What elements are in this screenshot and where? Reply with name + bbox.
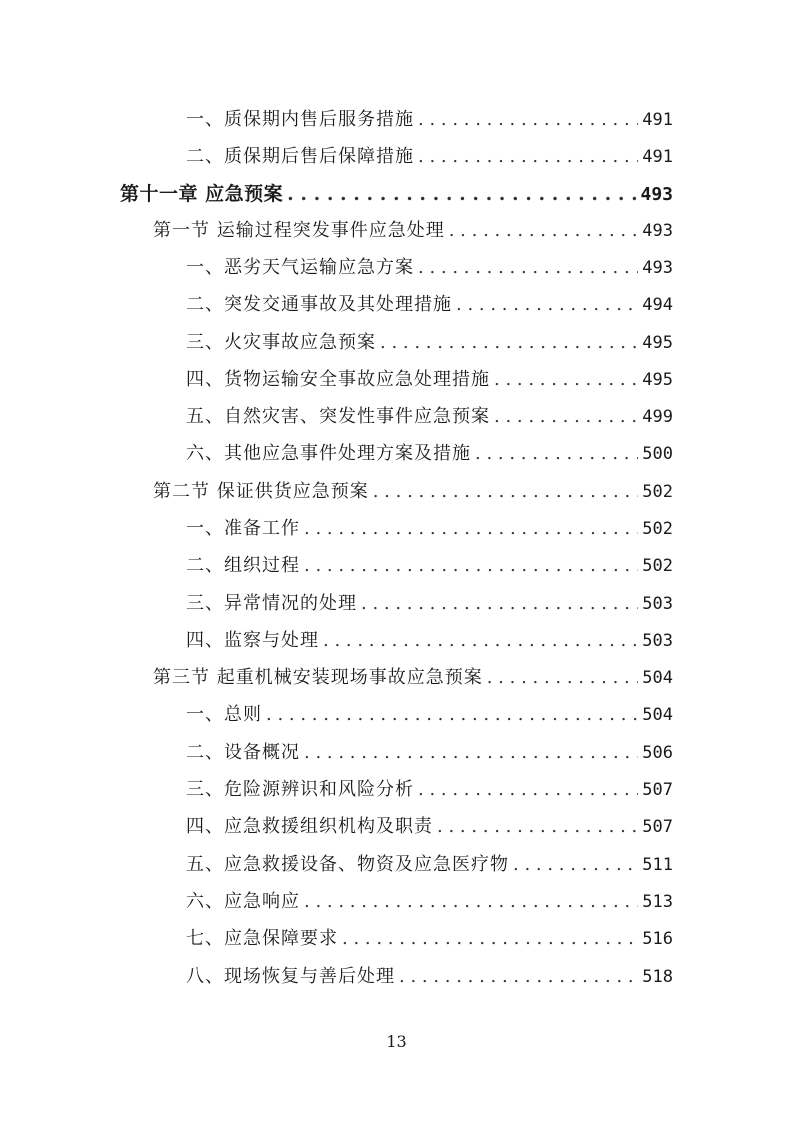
toc-entry[interactable] <box>186 108 673 132</box>
toc-entry-title: 四、监察与处理 <box>186 630 319 651</box>
dot-leader <box>513 853 638 877</box>
toc-entry-title: 一、总则 <box>186 704 262 725</box>
dot-leader <box>418 778 638 802</box>
toc-entry-page: 503 <box>642 594 673 614</box>
toc-entry-page: 499 <box>642 407 673 427</box>
toc-entry[interactable] <box>186 890 673 914</box>
toc-entry-title: 七、应急保障要求 <box>186 928 338 949</box>
toc-entry-page: 503 <box>642 631 673 651</box>
dot-leader <box>380 331 638 355</box>
toc-section-page: 493 <box>642 221 673 241</box>
toc-entry[interactable] <box>186 368 673 392</box>
toc-entry-title: 三、异常情况的处理 <box>186 593 357 614</box>
toc-entry-page: 495 <box>642 370 673 390</box>
toc-section-page: 504 <box>642 668 673 688</box>
toc-entry[interactable] <box>186 517 673 541</box>
toc-entry[interactable] <box>186 442 673 466</box>
dot-leader <box>475 442 638 466</box>
toc-entry-title: 三、危险源辨识和风险分析 <box>186 779 414 800</box>
dot-leader <box>304 554 638 578</box>
toc-entry[interactable] <box>186 965 673 989</box>
toc-entry-title: 二、设备概况 <box>186 742 300 763</box>
dot-leader <box>399 965 638 989</box>
toc-entry[interactable] <box>186 778 673 802</box>
toc-section[interactable] <box>153 666 673 690</box>
dot-leader <box>304 741 638 765</box>
toc-section-page: 502 <box>642 482 673 502</box>
dot-leader <box>323 629 638 653</box>
dot-leader <box>373 480 639 504</box>
toc-entry-page: 502 <box>642 556 673 576</box>
toc-section[interactable] <box>153 219 673 243</box>
toc-entry-page: 491 <box>642 147 673 167</box>
dot-leader <box>418 108 638 132</box>
toc-entry[interactable] <box>186 405 673 429</box>
toc-entry[interactable] <box>186 554 673 578</box>
dot-leader <box>266 703 638 727</box>
toc-entry-title: 一、准备工作 <box>186 518 300 539</box>
toc-entry[interactable] <box>186 293 673 317</box>
toc-entry-title: 三、火灾事故应急预案 <box>186 332 376 353</box>
dot-leader <box>304 517 638 541</box>
dot-leader <box>361 592 638 616</box>
toc-entry-page: 516 <box>642 929 673 949</box>
toc-entry[interactable] <box>186 703 673 727</box>
toc-entry[interactable] <box>186 256 673 280</box>
toc-entry-page: 502 <box>642 519 673 539</box>
toc-entry-title: 六、应急响应 <box>186 891 300 912</box>
toc-entry-title: 二、质保期后售后保障措施 <box>186 146 414 167</box>
dot-leader <box>437 815 638 839</box>
toc-entry-page: 493 <box>642 258 673 278</box>
toc-entry-page: 518 <box>642 967 673 987</box>
dot-leader <box>456 293 638 317</box>
dot-leader <box>449 219 639 243</box>
toc-entry[interactable] <box>186 629 673 653</box>
dot-leader <box>487 666 639 690</box>
toc-entry-title: 二、突发交通事故及其处理措施 <box>186 294 452 315</box>
toc-entry-page: 513 <box>642 892 673 912</box>
toc-entry[interactable] <box>186 927 673 951</box>
toc-chapter-title: 第十一章 应急预案 <box>120 183 284 205</box>
toc-entry-title: 一、质保期内售后服务措施 <box>186 109 414 130</box>
toc-entry-page: 491 <box>642 110 673 130</box>
dot-leader <box>494 405 638 429</box>
toc-section-title: 第一节 运输过程突发事件应急处理 <box>153 220 445 241</box>
toc-entry-title: 二、组织过程 <box>186 555 300 576</box>
dot-leader <box>304 890 638 914</box>
toc-entry[interactable] <box>186 741 673 765</box>
dot-leader <box>342 927 638 951</box>
toc-entry-title: 六、其他应急事件处理方案及措施 <box>186 443 471 464</box>
toc-entry-page: 511 <box>642 855 673 875</box>
toc-entry[interactable] <box>186 331 673 355</box>
toc-entry-page: 500 <box>642 444 673 464</box>
toc-entry-page: 504 <box>642 705 673 725</box>
toc-entry-title: 五、自然灾害、突发性事件应急预案 <box>186 406 490 427</box>
toc-entry[interactable] <box>186 145 673 169</box>
toc-entry-title: 五、应急救援设备、物资及应急医疗物 <box>186 854 509 875</box>
toc-entry-title: 一、恶劣天气运输应急方案 <box>186 257 414 278</box>
toc-chapter[interactable] <box>120 182 673 207</box>
toc-entry[interactable] <box>186 815 673 839</box>
toc-entry[interactable] <box>186 853 673 877</box>
dot-leader <box>418 145 638 169</box>
toc-entry-title: 八、现场恢复与善后处理 <box>186 966 395 987</box>
toc-entry-page: 507 <box>642 780 673 800</box>
toc-entry-page: 494 <box>642 295 673 315</box>
toc-section-title: 第三节 起重机械安装现场事故应急预案 <box>153 667 483 688</box>
toc-entry-title: 四、货物运输安全事故应急处理措施 <box>186 369 490 390</box>
toc-entry-page: 507 <box>642 817 673 837</box>
toc-section-title: 第二节 保证供货应急预案 <box>153 481 369 502</box>
toc-chapter-page: 493 <box>640 184 673 205</box>
dot-leader <box>287 182 636 206</box>
dot-leader <box>494 368 638 392</box>
toc-entry[interactable] <box>186 592 673 616</box>
toc-section[interactable] <box>153 480 673 504</box>
page-number: 13 <box>386 1032 407 1051</box>
toc-entry-page: 506 <box>642 743 673 763</box>
toc-entry-title: 四、应急救援组织机构及职责 <box>186 816 433 837</box>
dot-leader <box>418 256 638 280</box>
toc-entry-page: 495 <box>642 333 673 353</box>
